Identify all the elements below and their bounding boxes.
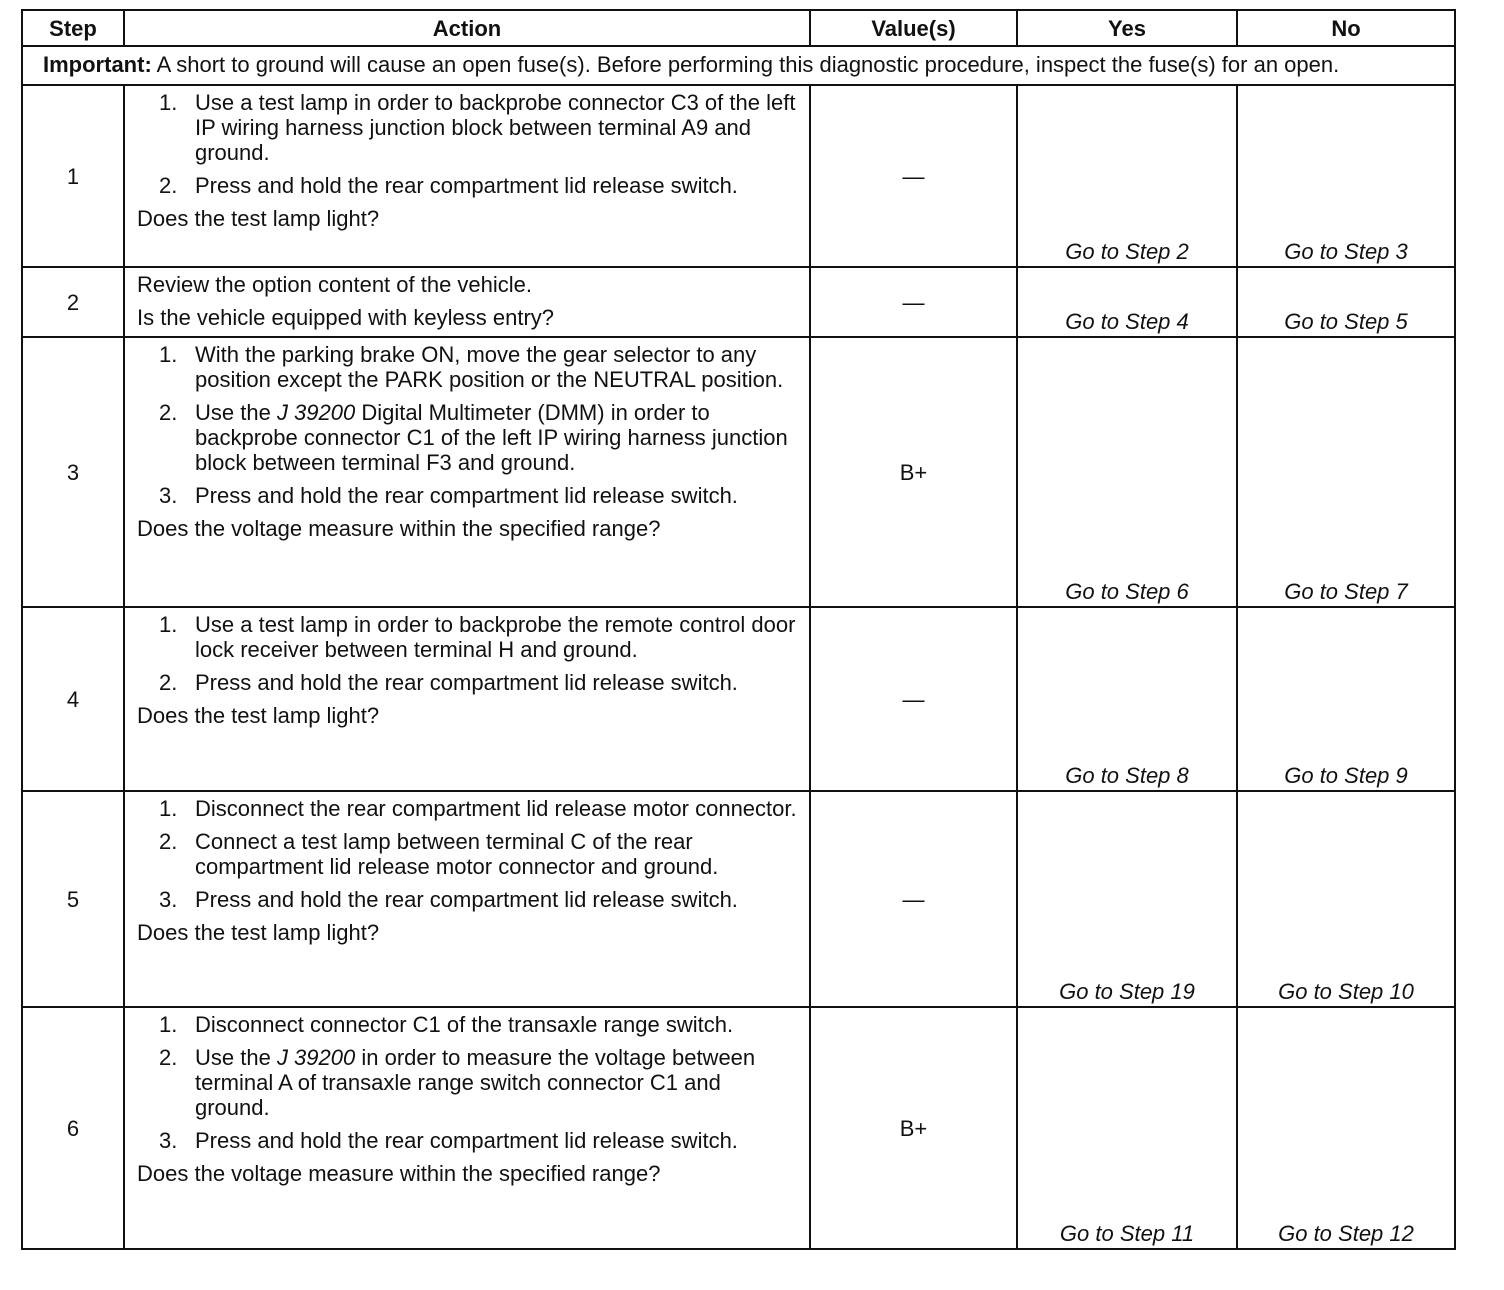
- tool-reference: J 39200: [276, 400, 356, 425]
- yes-goto: Go to Step 6: [1017, 337, 1237, 607]
- header-values: Value(s): [810, 10, 1017, 46]
- value-cell: B+: [810, 1007, 1017, 1249]
- item-number: 2.: [159, 173, 178, 198]
- step-question: Does the voltage measure within the specified range?: [137, 1161, 661, 1186]
- action-cell: [124, 85, 810, 267]
- no-goto: Go to Step 10: [1237, 791, 1455, 1007]
- list-item: [137, 612, 799, 662]
- item-text: Disconnect the rear compartment lid release motor connector.: [195, 796, 797, 821]
- list-item: [137, 483, 799, 508]
- action-cell: [124, 1007, 810, 1249]
- list-item: [137, 829, 799, 879]
- list-item: [137, 342, 799, 392]
- item-text-post: Digital Multimeter (DMM) in order to backprobe connector C1 of the left IP wiring harness junction block between terminal F3 and ground.: [195, 400, 788, 475]
- list-item: [137, 670, 799, 695]
- table-row: [22, 267, 1455, 337]
- important-text: A short to ground will cause an open fuse(s). Before performing this diagnostic procedure, inspect the fuse(s) for an open.: [156, 52, 1340, 77]
- list-item: [137, 173, 799, 198]
- yes-goto: Go to Step 2: [1017, 85, 1237, 267]
- action-cell: [124, 791, 810, 1007]
- no-goto: Go to Step 3: [1237, 85, 1455, 267]
- action-list: [137, 796, 799, 912]
- item-text: Press and hold the rear compartment lid release switch.: [195, 887, 738, 912]
- action-list: [137, 342, 799, 508]
- no-goto: Go to Step 5: [1237, 267, 1455, 337]
- header-yes: Yes: [1017, 10, 1237, 46]
- item-number: 1.: [159, 612, 178, 637]
- step-number: 5: [22, 791, 124, 1007]
- list-item: [137, 1128, 799, 1153]
- action-cell: [124, 267, 810, 337]
- table-row: [22, 1007, 1455, 1249]
- tool-reference: J 39200: [276, 1045, 356, 1070]
- list-item: [137, 796, 799, 821]
- step-number: 3: [22, 337, 124, 607]
- item-text: Press and hold the rear compartment lid release switch.: [195, 483, 738, 508]
- yes-goto: Go to Step 19: [1017, 791, 1237, 1007]
- list-item: [137, 887, 799, 912]
- action-cell: [124, 607, 810, 791]
- item-number: 1.: [159, 1012, 178, 1037]
- step-instruction: Review the option content of the vehicle.: [137, 272, 533, 297]
- item-text: Press and hold the rear compartment lid release switch.: [195, 670, 738, 695]
- no-goto: Go to Step 12: [1237, 1007, 1455, 1249]
- header-action: Action: [124, 10, 810, 46]
- item-text: Press and hold the rear compartment lid release switch.: [195, 173, 738, 198]
- value-cell: B+: [810, 337, 1017, 607]
- item-text-post: in order to measure the voltage between terminal A of transaxle range switch connector C1 and ground.: [195, 1045, 756, 1120]
- table-row: [22, 85, 1455, 267]
- item-text: Press and hold the rear compartment lid release switch.: [195, 1128, 738, 1153]
- item-number: 1.: [159, 342, 178, 367]
- value-cell: —: [810, 607, 1017, 791]
- important-label: Important:: [43, 52, 152, 77]
- table-row: [22, 791, 1455, 1007]
- item-number: 2.: [159, 400, 178, 425]
- action-list: [137, 612, 799, 695]
- yes-goto: Go to Step 4: [1017, 267, 1237, 337]
- step-question: Does the test lamp light?: [137, 920, 380, 945]
- item-text: Disconnect connector C1 of the transaxle range switch.: [195, 1012, 734, 1037]
- step-number: 4: [22, 607, 124, 791]
- item-number: 1.: [159, 90, 178, 115]
- list-item: [137, 1045, 799, 1120]
- step-question: Is the vehicle equipped with keyless entry?: [137, 305, 555, 330]
- item-number: 1.: [159, 796, 178, 821]
- list-item: [137, 1012, 799, 1037]
- item-text-pre: Use the: [195, 1045, 277, 1070]
- item-text: Connect a test lamp between terminal C of the rear compartment lid release motor connector and ground.: [195, 829, 719, 879]
- value-cell: —: [810, 267, 1017, 337]
- item-text: Use a test lamp in order to backprobe the remote control door lock receiver between terminal H and ground.: [195, 612, 796, 662]
- step-question: Does the test lamp light?: [137, 703, 380, 728]
- item-number: 3.: [159, 483, 178, 508]
- step-question: Does the test lamp light?: [137, 206, 380, 231]
- header-row: [22, 10, 1455, 46]
- item-number: 3.: [159, 1128, 178, 1153]
- item-text: With the parking brake ON, move the gear selector to any position except the PARK position or the NEUTRAL position.: [195, 342, 784, 392]
- no-goto: Go to Step 9: [1237, 607, 1455, 791]
- no-goto: Go to Step 7: [1237, 337, 1455, 607]
- header-step: Step: [22, 10, 124, 46]
- header-no: No: [1237, 10, 1455, 46]
- list-item: [137, 400, 799, 475]
- list-item: [137, 90, 799, 165]
- item-number: 2.: [159, 1045, 178, 1070]
- action-cell: [124, 337, 810, 607]
- step-number: 2: [22, 267, 124, 337]
- important-row: [22, 46, 1455, 85]
- step-question: Does the voltage measure within the specified range?: [137, 516, 661, 541]
- item-number: 3.: [159, 887, 178, 912]
- table-row: [22, 607, 1455, 791]
- yes-goto: Go to Step 11: [1017, 1007, 1237, 1249]
- action-list: [137, 90, 799, 198]
- value-cell: —: [810, 85, 1017, 267]
- item-text: Use a test lamp in order to backprobe connector C3 of the left IP wiring harness junction block between terminal A9 and ground.: [195, 90, 796, 165]
- item-number: 2.: [159, 829, 178, 854]
- item-number: 2.: [159, 670, 178, 695]
- yes-goto: Go to Step 8: [1017, 607, 1237, 791]
- value-cell: —: [810, 791, 1017, 1007]
- step-number: 1: [22, 85, 124, 267]
- table-row: [22, 337, 1455, 607]
- diagnostic-table: [21, 9, 1456, 1250]
- item-text-pre: Use the: [195, 400, 277, 425]
- important-note: [22, 46, 1455, 85]
- action-list: [137, 1012, 799, 1153]
- step-number: 6: [22, 1007, 124, 1249]
